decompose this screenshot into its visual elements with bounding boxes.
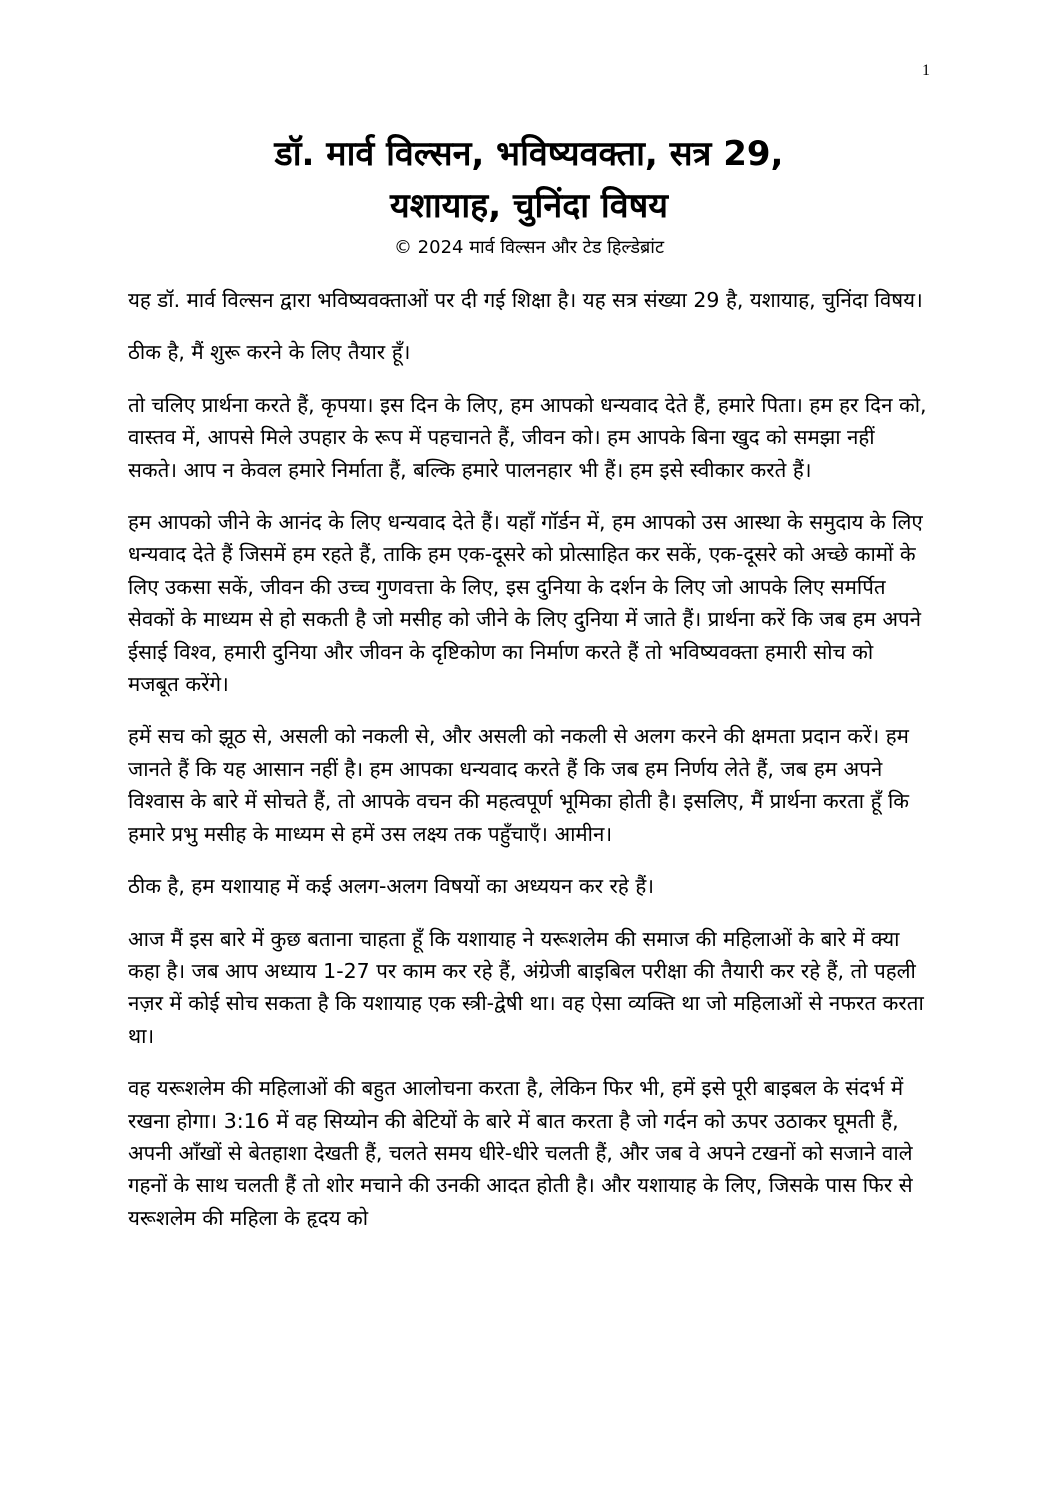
body-text [128, 284, 930, 1254]
title-block [128, 128, 930, 262]
paragraph-women-of-jerusalem: आज मैं इस बारे में कुछ बताना चाहता हूँ कि यशायाह ने यरूशलेम की समाज की महिलाओं के बारे में क्या कहा है। जब आप अध्याय 1-27 पर काम कर रहे हैं, अंग्रेजी बाइबिल परीक्षा की तैयारी कर रहे हैं, तो पहली नज़र में कोई सोच सकता है कि यशायाह एक स्त्री-द्वेषी था। वह ऐसा व्यक्ति था जो महिलाओं से नफरत करता था। [128, 926, 924, 1048]
paragraph-prayer-2: हम आपको जीने के आनंद के लिए धन्यवाद देते हैं। यहाँ गॉर्डन में, हम आपको उस आस्था के समुदाय के लिए धन्यवाद देते हैं जिसमें हम रहते हैं, ताकि हम एक-दूसरे को प्रोत्साहित कर सकें, एक-दूसरे को अच्छे कामों के लिए उकसा सकें, जीवन की उच्च गुणवत्ता के लिए, इस दुनिया के दर्शन के लिए जो आपके लिए समर्पित सेवकों के माध्यम से हो सकती है जो मसीह को जीने के लिए दुनिया में जाते हैं। प्रार्थना करें कि जब हम अपने ईसाई विश्व, हमारी दुनिया और जीवन के दृष्टिकोण का निर्माण करते हैं तो भविष्यवक्ता हमारी सोच को मजबूत करेंगे। [128, 510, 923, 697]
paragraph-topics: ठीक है, हम यशायाह में कई अलग-अलग विषयों का अध्ययन कर रहे हैं। [128, 874, 654, 899]
paragraph-intro: यह डॉ. मार्व विल्सन द्वारा भविष्यवक्ताओं पर दी गई शिक्षा है। यह सत्र संख्या 29 है, यशायाह, चुनिंदा विषय। [128, 288, 923, 312]
paragraph-ready: ठीक है, मैं शुरू करने के लिए तैयार हूँ। [128, 340, 411, 365]
copyright-notice: © 2024 मार्व विल्सन और टेड हिल्डेब्रांट [393, 237, 665, 258]
paragraph-prayer-3: हमें सच को झूठ से, असली को नकली से, और असली को नकली से अलग करने की क्षमता प्रदान करें। हम जानते हैं कि यह आसान नहीं है। हम आपका धन्यवाद करते हैं कि जब हम निर्णय लेते हैं, जब हम अपने विश्वास के बारे में सोचते हैं, तो आपके वचन की महत्वपूर्ण भूमिका होती है। इसलिए, मैं प्रार्थना करता हूँ कि हमारे प्रभु मसीह के माध्यम से हमें उस लक्ष्य तक पहुँचाएँ। आमीन। [128, 724, 910, 846]
page-number: 1 [922, 62, 930, 79]
title-line-2: यशायाह, चुनिंदा विषय [389, 186, 669, 226]
paragraph-daughters-of-zion: वह यरूशलेम की महिलाओं की बहुत आलोचना करता है, लेकिन फिर भी, हमें इसे पूरी बाइबल के संदर्भ में रखना होगा। 3:16 में वह सिय्योन की बेटियों के बारे में बात करता है जो गर्दन को ऊपर उठाकर घूमती हैं, अपनी आँखों से बेतहाशा देखती हैं, चलते समय धीरे-धीरे चलती हैं, और जब वे अपने टखनों को सजाने वाले गहनों के साथ चलती हैं तो शोर मचाने की उनकी आदत होती है। और यशायाह के लिए, जिसके पास फिर से यरूशलेम की महिला के हृदय को [128, 1076, 913, 1230]
title-line-1: डॉ. मार्व विल्सन, भविष्यवक्ता, सत्र 29, [274, 134, 784, 174]
paragraph-prayer-1: तो चलिए प्रार्थना करते हैं, कृपया। इस दिन के लिए, हम आपको धन्यवाद देते हैं, हमारे पिता। हम हर दिन को, वास्तव में, आपसे मिले उपहार के रूप में पहचानते हैं, जीवन को। हम आपके बिना खुद को समझा नहीं सकते। आप न केवल हमारे निर्माता हैं, बल्कि हमारे पालनहार भी हैं। हम इसे स्वीकार करते हैं। [128, 392, 927, 482]
